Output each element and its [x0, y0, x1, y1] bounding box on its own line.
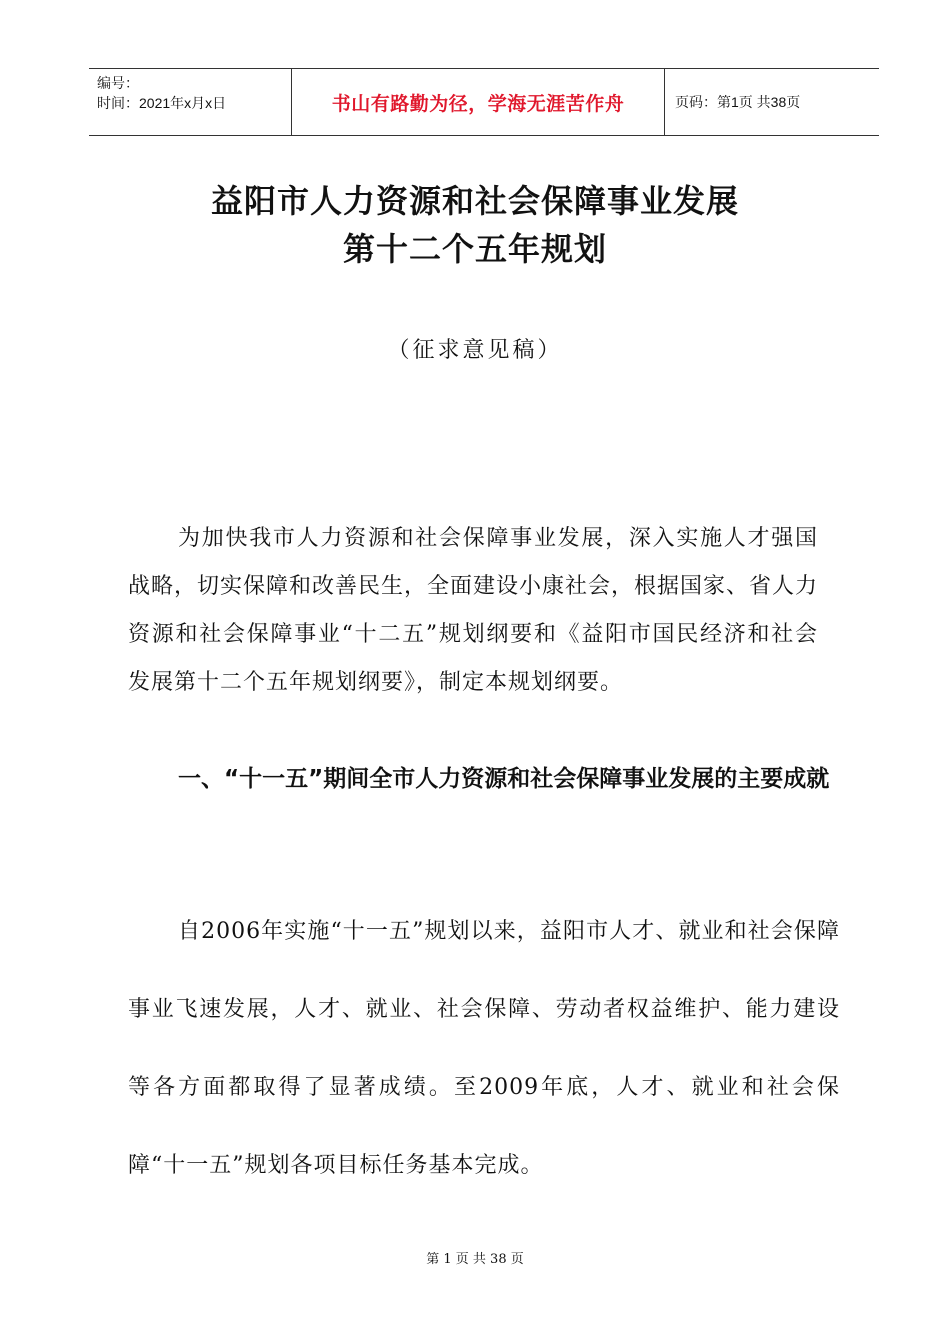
intro-paragraph: 为加快我市人力资源和社会保障事业发展，深入实施人才强国战略，切实保障和改善民生，全面建设小康社会，根据国家、省人力资源和社会保障事业“十二五”规划纲要和《益阳市国民经济和社会发展第十二个五年规划纲要》，制定本规划纲要。 [128, 526, 819, 695]
number-label: 编号： [97, 75, 139, 91]
page-footer: 第 1 页 共 38 页 [426, 1252, 524, 1267]
section-heading: 一、“十一五”期间全市人力资源和社会保障事业发展的主要成就 [178, 766, 830, 792]
document-title-line2: 第十二个五年规划 [342, 230, 607, 268]
page-info: 页码：第1页 共38页 [675, 94, 801, 110]
header-page-cell [665, 69, 879, 135]
header-motto-cell [292, 69, 665, 135]
header-meta-cell [89, 69, 292, 135]
document-subtitle: （征求意见稿） [387, 338, 563, 363]
document-title-line1: 益阳市人力资源和社会保障事业发展 [210, 182, 739, 220]
motto-text: 书山有路勤为径，学海无涯苦作舟 [331, 92, 625, 115]
time-label: 时间：2021年x月x日 [97, 95, 227, 111]
section-paragraph: 自2006年实施“十一五”规划以来，益阳市人才、就业和社会保障事业飞速发展，人才、就业、社会保障、劳动者权益维护、能力建设等各方面都取得了显著成绩。至2009年底，人才、就业和社会保障“十一五”规划各项目标任务基本完成。 [128, 919, 840, 1178]
header-table [89, 68, 879, 136]
